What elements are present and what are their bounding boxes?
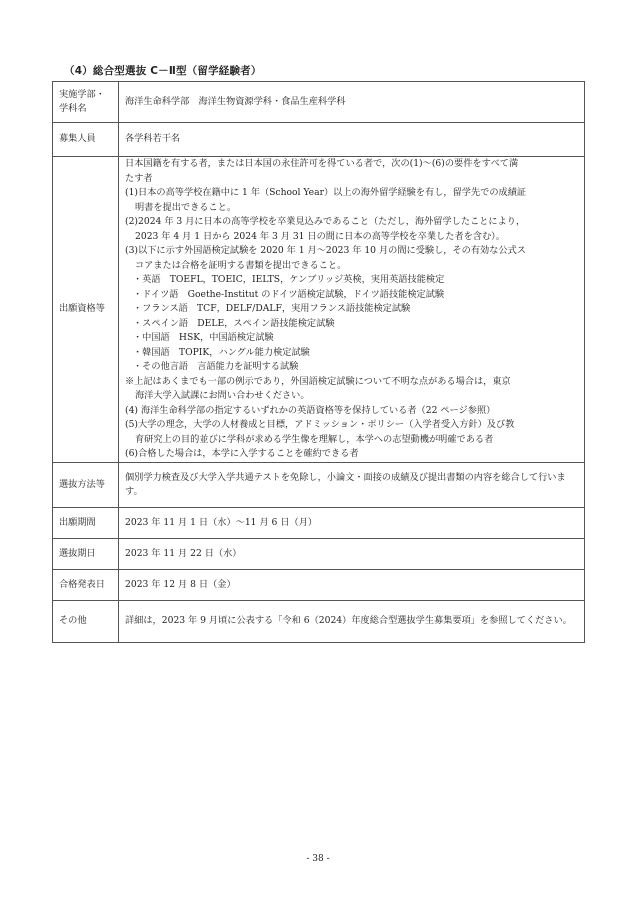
- eligibility-note: ※上記はあくまでも一部の例示であり，外国語検定試験について不明な点がある場合は，東京: [125, 375, 511, 387]
- table-row: [53, 570, 585, 601]
- faculty-value: 海洋生命科学部 海洋生物資源学科・食品生産科学科: [119, 82, 585, 123]
- eligibility-line: 育研究上の目的並びに学科が求める学生像を理解し，本学への志望動機が明確である者: [135, 433, 494, 445]
- row-label-application-period: 出願期間: [53, 508, 119, 539]
- eligibility-note: 海洋大学入試課にお問い合わせください。: [135, 390, 310, 402]
- row-label-selection-method: 選抜方法等: [53, 463, 119, 508]
- eligibility-line: (6)合格した場合は，本学に入学することを確約できる者: [125, 448, 359, 460]
- selection-method-value: [119, 463, 585, 508]
- eligibility-line: (1)日本の高等学校在籍中に 1 年（School Year）以上の海外留学経験を有し，留学先での成績証: [125, 187, 527, 199]
- selection-method-text: 個別学力検査及び大学入学共通テストを免除し，小論文・面接の成績及び提出書類の内容を総合して行います。: [125, 471, 566, 497]
- application-period-value: 2023 年 11 月 1 日（水）～11 月 6 日（月）: [119, 508, 585, 539]
- language-test-item: ・その他言語 言語能力を証明する試験: [133, 361, 299, 373]
- eligibility-line: 日本国籍を有する者，または日本国の永住許可を得ている者で，次の(1)～(6)の要件をすべて満: [125, 158, 519, 170]
- table-row: [53, 82, 585, 123]
- language-test-item: ・韓国語 TOPIK，ハングル能力検定試験: [133, 346, 310, 358]
- faculty-label-line1: 実施学部・: [59, 88, 105, 100]
- eligibility-line: コアまたは合格を証明する書類を提出できること。: [135, 259, 347, 271]
- announcement-date-value: 2023 年 12 月 8 日（金）: [119, 570, 585, 601]
- language-test-item: ・中国語 HSK，中国語検定試験: [133, 332, 274, 344]
- language-test-item: ・ドイツ語 Goethe-Institut のドイツ語検定試験，ドイツ語技能検定試験: [133, 288, 445, 300]
- table-row: [53, 123, 585, 157]
- selection-date-value: 2023 年 11 月 22 日（水）: [119, 539, 585, 570]
- page-number: - 38 -: [306, 854, 330, 864]
- row-label-other: その他: [53, 601, 119, 643]
- table-row: [53, 539, 585, 570]
- eligibility-line: 明書を提出できること。: [135, 201, 237, 213]
- eligibility-value: [119, 157, 585, 463]
- faculty-label-line2: 学科名: [59, 103, 87, 114]
- enrollment-value: 各学科若干名: [119, 123, 585, 157]
- eligibility-line: たす者: [125, 172, 153, 184]
- language-test-item: ・英語 TOEFL，TOEIC，IELTS，ケンブリッジ英検，実用英語技能検定: [133, 274, 445, 286]
- requirements-table: [52, 81, 585, 643]
- eligibility-line: (5)大学の理念，大学の人材養成と目標，アドミッション・ポリシー（入学者受入方針）及び教: [125, 419, 515, 431]
- eligibility-line: (3)以下に示す外国語検定試験を 2020 年 1 月～2023 年 10 月の間に受験し，その有効な公式ス: [125, 245, 526, 257]
- eligibility-line: (2)2024 年 3 月に日本の高等学校を卒業見込みであること（ただし，海外留学したことにより，: [125, 216, 526, 228]
- section-title: （4）総合型選抜 C－Ⅱ型（留学経験者）: [64, 65, 262, 77]
- eligibility-line: 2023 年 4 月 1 日から 2024 年 3 月 31 日の間に日本の高等学校を卒業した者を含む）。: [135, 230, 505, 242]
- eligibility-line: (4) 海洋生命科学部の指定するいずれかの英語資格等を保持している者（22 ページ参照）: [125, 404, 496, 416]
- row-label-eligibility: 出願資格等: [53, 157, 119, 463]
- other-value: [119, 601, 585, 643]
- other-text: 詳細は，2023 年 9 月頃に公表する「令和 6（2024）年度総合型選抜学生募集要項」を参照してください。: [125, 615, 572, 627]
- language-test-item: ・スペイン語 DELE，スペイン語技能検定試験: [133, 317, 335, 329]
- language-test-item: ・フランス語 TCF，DELF/DALF，実用フランス語技能検定試験: [133, 303, 411, 315]
- table-row: [53, 508, 585, 539]
- table-row: [53, 463, 585, 508]
- row-label-enrollment: 募集人員: [53, 123, 119, 157]
- row-label-faculty: [53, 82, 119, 123]
- table-row: [53, 157, 585, 463]
- row-label-announcement-date: 合格発表日: [53, 570, 119, 601]
- row-label-selection-date: 選抜期日: [53, 539, 119, 570]
- table-row: [53, 601, 585, 643]
